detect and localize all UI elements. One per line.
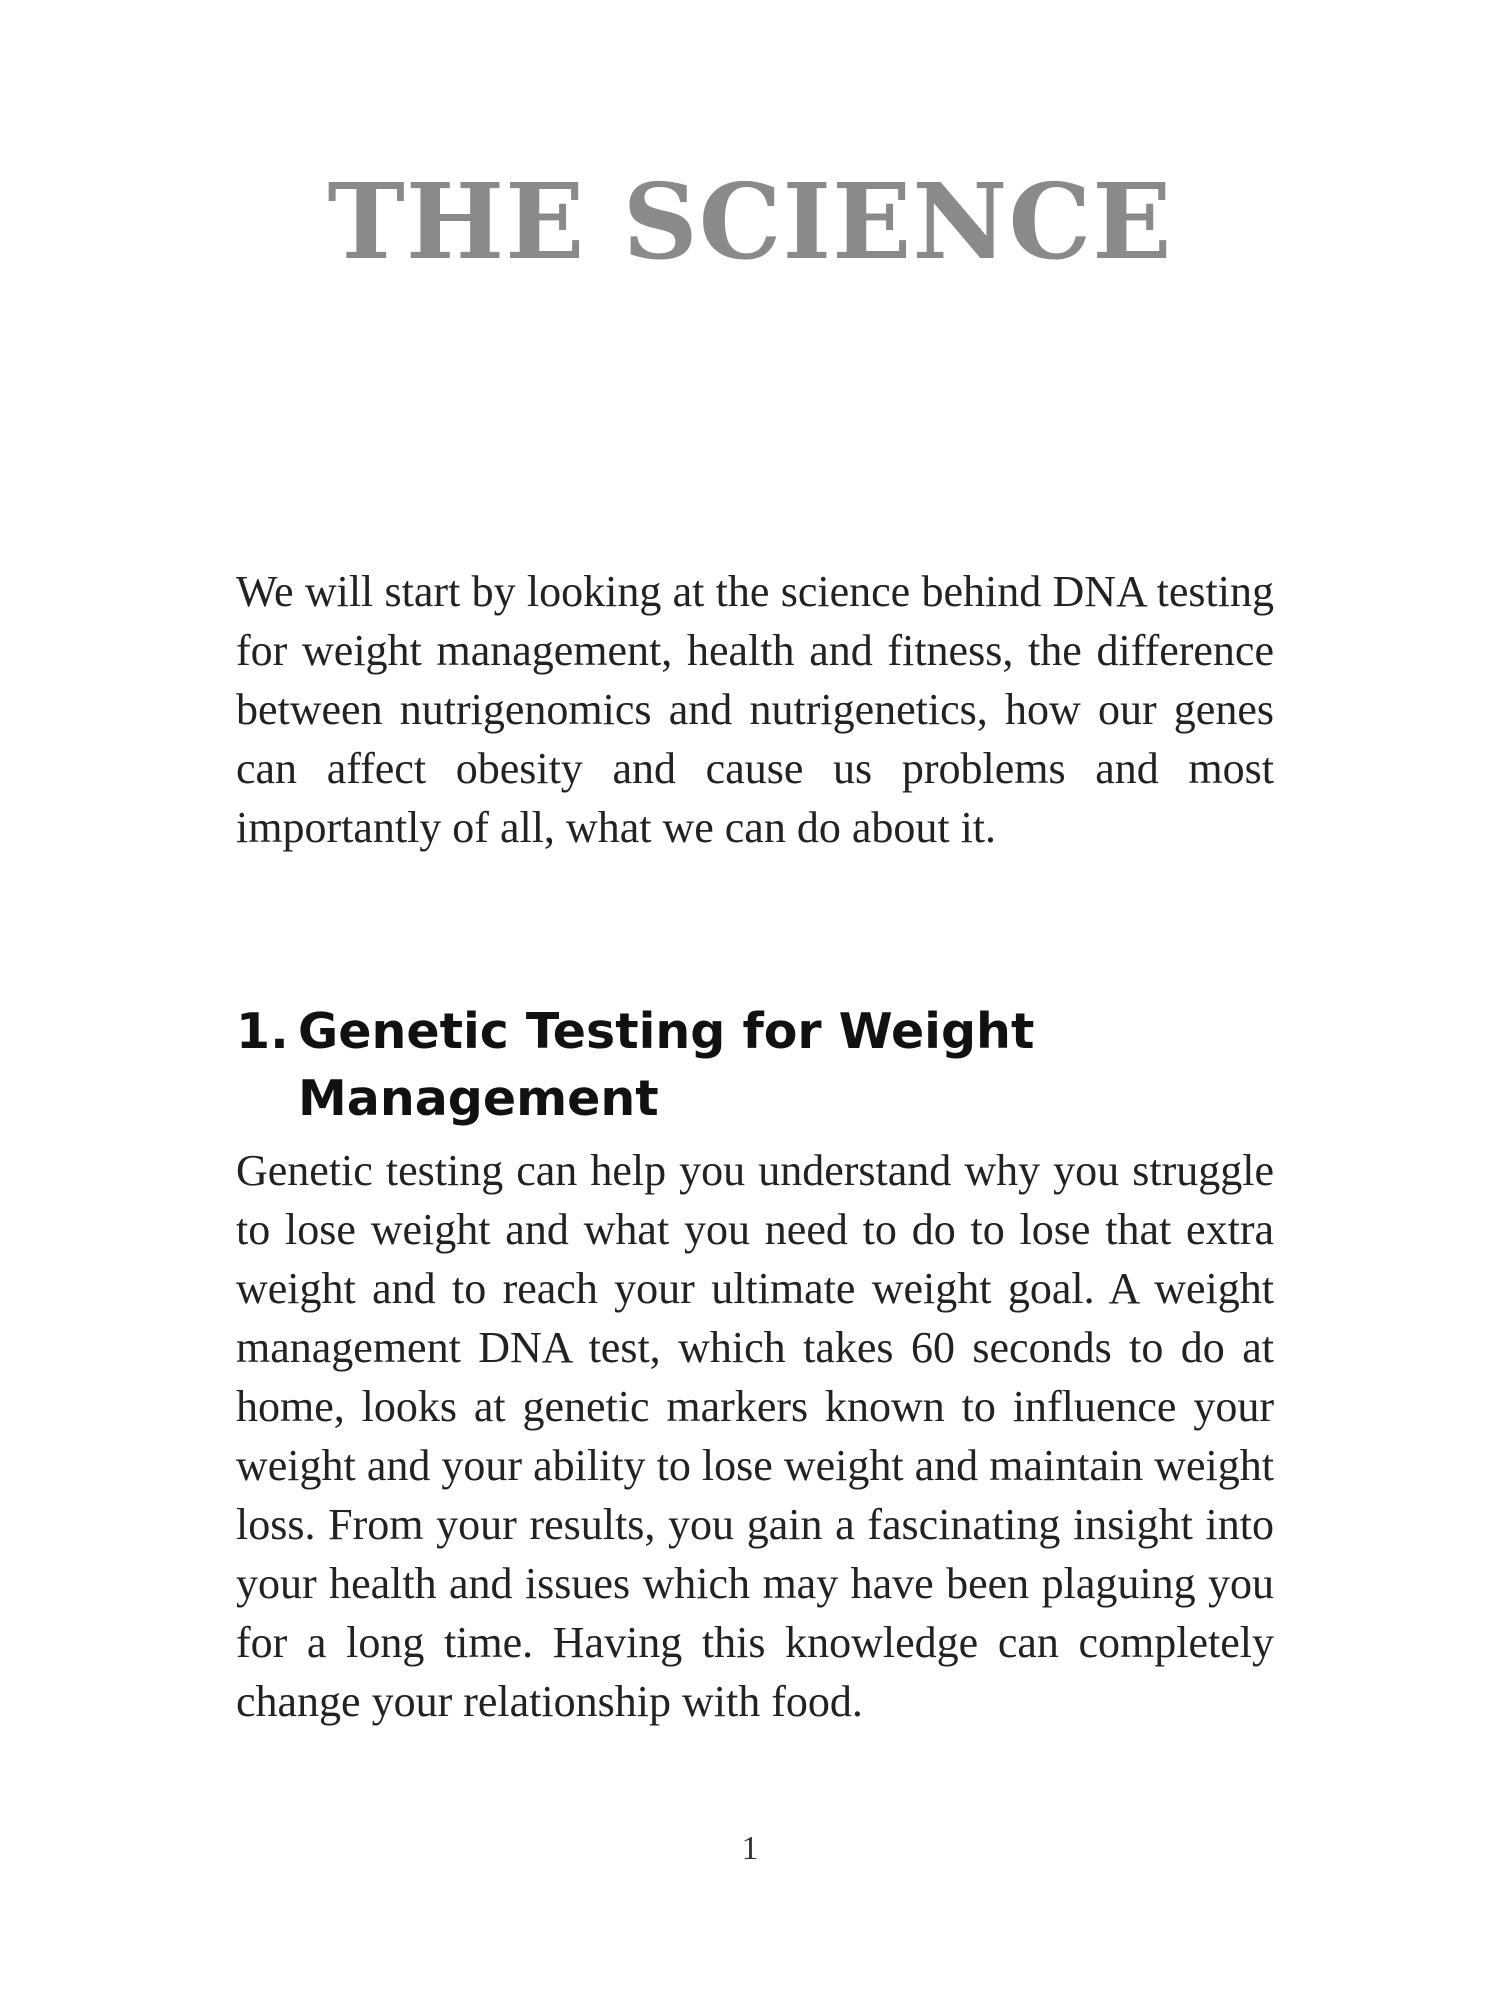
- section-heading: [236, 998, 1274, 1132]
- section-body-paragraph: Genetic testing can help you understand why you struggle to lose weight and what you need to do to lose that extra weight and to reach your ultimate weight goal. A weight management DNA test, which takes 60 seconds to do at home, looks at genetic markers known to influence your weight and your ability to lose weight and maintain weight loss. From your results, you gain a fascinating insight into your health and issues which may have been plaguing you for a long time. Having this knowledge can completely change your relationship with food.: [236, 1146, 1274, 1726]
- chapter-title: THE SCIENCE: [327, 160, 1173, 283]
- section-title-line1: Genetic Testing for Weight: [298, 1003, 1035, 1060]
- page-number: 1: [741, 1830, 759, 1867]
- section-number: 1.: [236, 1003, 289, 1060]
- intro-paragraph: We will start by looking at the science behind DNA testing for weight management, health and fitness, the difference between nutrigenomics and nutrigenetics, how our genes can affect obesity and cause us problems and most importantly of all, what we can do about it.: [236, 567, 1274, 852]
- section-title-line2: Management: [298, 1070, 659, 1127]
